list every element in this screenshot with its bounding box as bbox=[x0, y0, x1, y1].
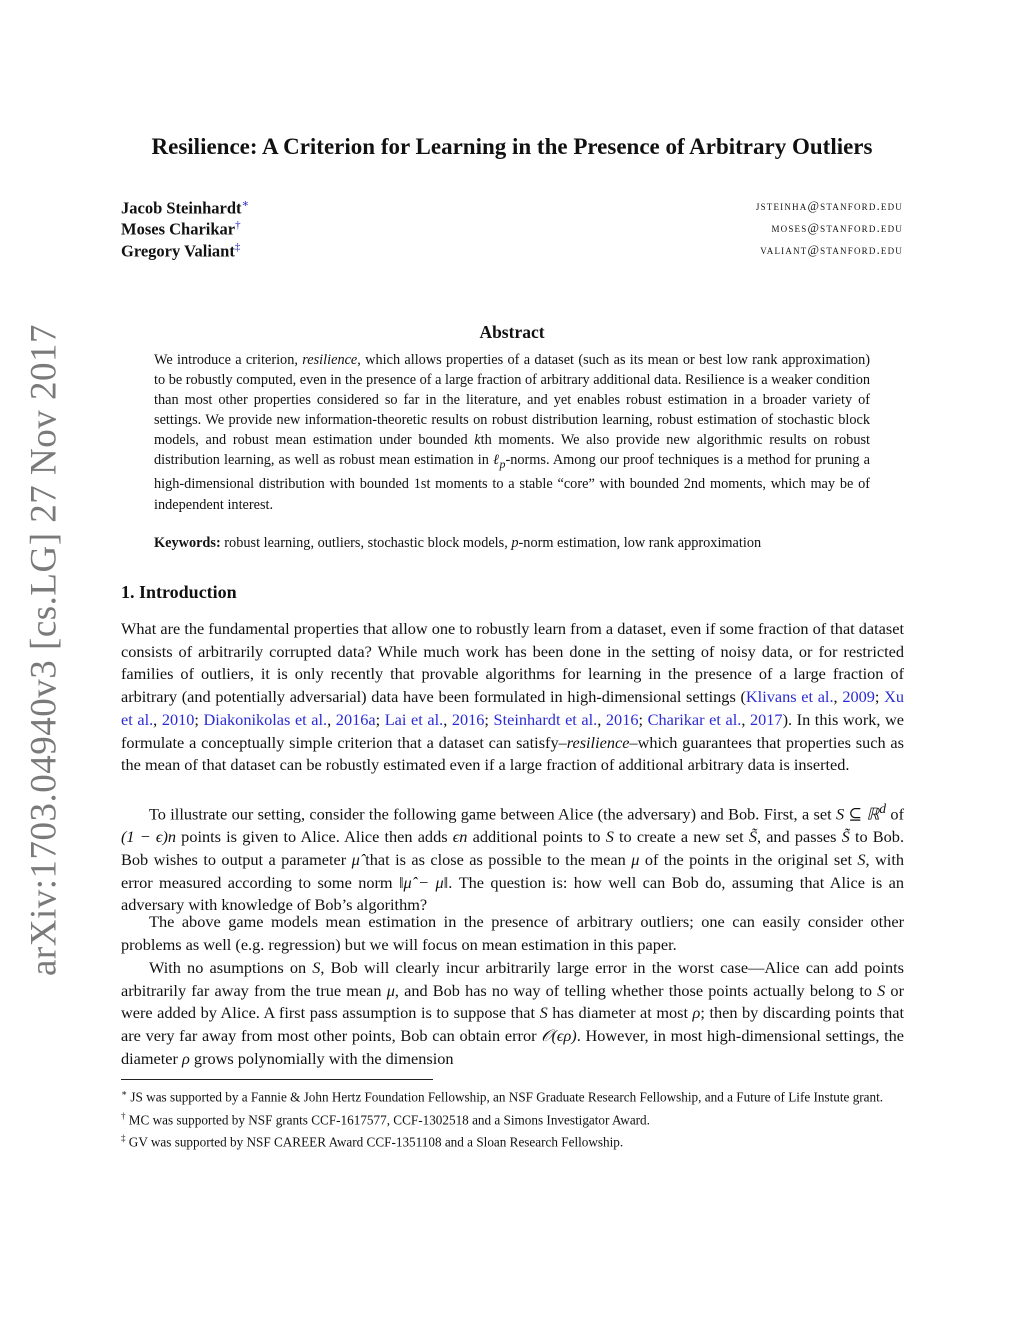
author-email: jsteinha@stanford.edu bbox=[755, 199, 903, 213]
keywords: Keywords: robust learning, outliers, stochastic block models, p-norm estimation, low rank approximation bbox=[154, 535, 762, 551]
citation-link[interactable]: 2009 bbox=[842, 687, 875, 707]
citation-link[interactable]: 2016 bbox=[451, 709, 485, 729]
author-email: moses@stanford.edu bbox=[771, 221, 903, 235]
citation-link[interactable]: Xu et al. bbox=[121, 687, 905, 729]
footnote-divider bbox=[121, 1079, 433, 1080]
paragraph: What are the fundamental properties that allow one to robustly learn from a dataset, even if some fraction of that dataset consists of arbitrarily corrupted data? While much work has been done in the setting of noisy data, or for restricted families of outliers, it is only recently that provable algorithms for learning in the presence of a large fraction of arbitrary (and potentially adversarial) data have been formulated in high-dimensional settings (Klivans et al., 2009; Xu et al., 2010; Diakonikolas et al., 2016a; Lai et al., 2016; Steinhardt et al., 2016; Charikar et al., 2017). In this work, we formulate a conceptually simple criterion that a dataset can satisfy–resilience–which guarantees that properties such as the mean of that dataset can be robustly estimated even if a large fraction of additional arbitrary data is inserted. bbox=[121, 619, 905, 775]
section-heading: 1. Introduction bbox=[121, 582, 237, 602]
citation-link[interactable]: Diakonikolas et al. bbox=[203, 709, 328, 729]
footnote: † MC was supported by NSF grants CCF-1617577, CCF-1302518 and a Simons Investigator Award. bbox=[121, 1110, 650, 1127]
citation-link[interactable]: Steinhardt et al. bbox=[493, 709, 598, 729]
paragraph: The above game models mean estimation in the presence of arbitrary outliers; one can easily consider other problems as well (e.g. regression) but we will focus on mean estimation in this paper. bbox=[121, 912, 904, 954]
citation-link[interactable]: 2010 bbox=[161, 709, 195, 729]
author-name: Jacob Steinhardt∗ bbox=[121, 198, 250, 218]
citation-link[interactable]: 2016a bbox=[335, 709, 376, 729]
abstract-body: We introduce a criterion, resilience, which allows properties of a dataset (such as its mean or best low rank approximation) to be robustly computed, even in the presence of a large fraction of arbitrary additional data. Resilience is a weaker condition than most other properties considered so far in the literature, and yet enables robust estimation in a broader variety of settings. We provide new information-theoretic results on robust distribution learning, robust estimation of stochastic block models, and robust mean estimation under bounded kth moments. We also provide new algorithmic results on robust distribution learning, as well as robust mean estimation in ℓ$_p$-norms. Among our proof techniques is a method for pruning a high-dimensional distribution with bounded 1st moments to a stable “core” with bounded 2nd moments, which may be of independent interest. bbox=[154, 352, 870, 513]
citation-link[interactable]: Lai et al. bbox=[384, 709, 444, 729]
author-footnote-mark[interactable]: ‡ bbox=[234, 241, 241, 253]
author-name: Moses Charikar† bbox=[121, 219, 241, 239]
abstract-heading: Abstract bbox=[479, 322, 545, 342]
author-email: valiant@stanford.edu bbox=[760, 243, 903, 257]
footnotes bbox=[121, 1084, 904, 1152]
citation-link[interactable]: 2016 bbox=[605, 709, 639, 729]
author-name: Gregory Valiant‡ bbox=[121, 241, 241, 261]
footnote: ∗ JS was supported by a Fannie & John Hertz Foundation Fellowship, an NSF Graduate Research Fellowship, and a Future of Life Instute grant. bbox=[121, 1088, 884, 1105]
paragraph: With no asumptions on S, Bob will clearly incur arbitrarily large error in the worst case—Alice can add points arbitrarily far away from the true mean μ, and Bob has no way of telling whether those points actually belong to S or were added by Alice. A first pass assumption is to suppose that S has diameter at most ρ; then by discarding points that are very far away from most other points, Bob can obtain error 𝒪(ϵρ). However, in most high-dimensional settings, the diameter ρ grows polynomially with the dimension bbox=[121, 958, 905, 1068]
author-footnote-mark[interactable]: ∗ bbox=[241, 198, 250, 210]
author-footnote-mark[interactable]: † bbox=[235, 219, 241, 231]
arxiv-identifier-stamp: arXiv:1703.04940v3 [cs.LG] 27 Nov 2017 bbox=[23, 323, 65, 977]
paragraph: To illustrate our setting, consider the following game between Alice (the adversary) and Bob. First, a set S ⊆ ℝ$^d$ of (1 − ϵ)n points is given to Alice. Alice then adds ϵn additional points to S to create a new set S̃, and passes S̃ to Bob. Bob wishes to output a parameter μ̂ that is as close as possible to the mean μ of the points in the original set S, with error measured according to some norm ‖μ̂ − μ‖. The question is: how well can Bob do, assuming that Alice is an adversary with knowledge of Bob’s algorithm? bbox=[121, 801, 905, 915]
citation-link[interactable]: 2017 bbox=[750, 709, 783, 729]
footnote: ‡ GV was supported by NSF CAREER Award CCF-1351108 and a Sloan Research Fellowship. bbox=[121, 1133, 624, 1150]
citation-link[interactable]: Charikar et al. bbox=[647, 709, 742, 729]
paper-title: Resilience: A Criterion for Learning in the Presence of Arbitrary Outliers bbox=[151, 134, 873, 159]
citation-link[interactable]: Klivans et al. bbox=[745, 687, 834, 707]
